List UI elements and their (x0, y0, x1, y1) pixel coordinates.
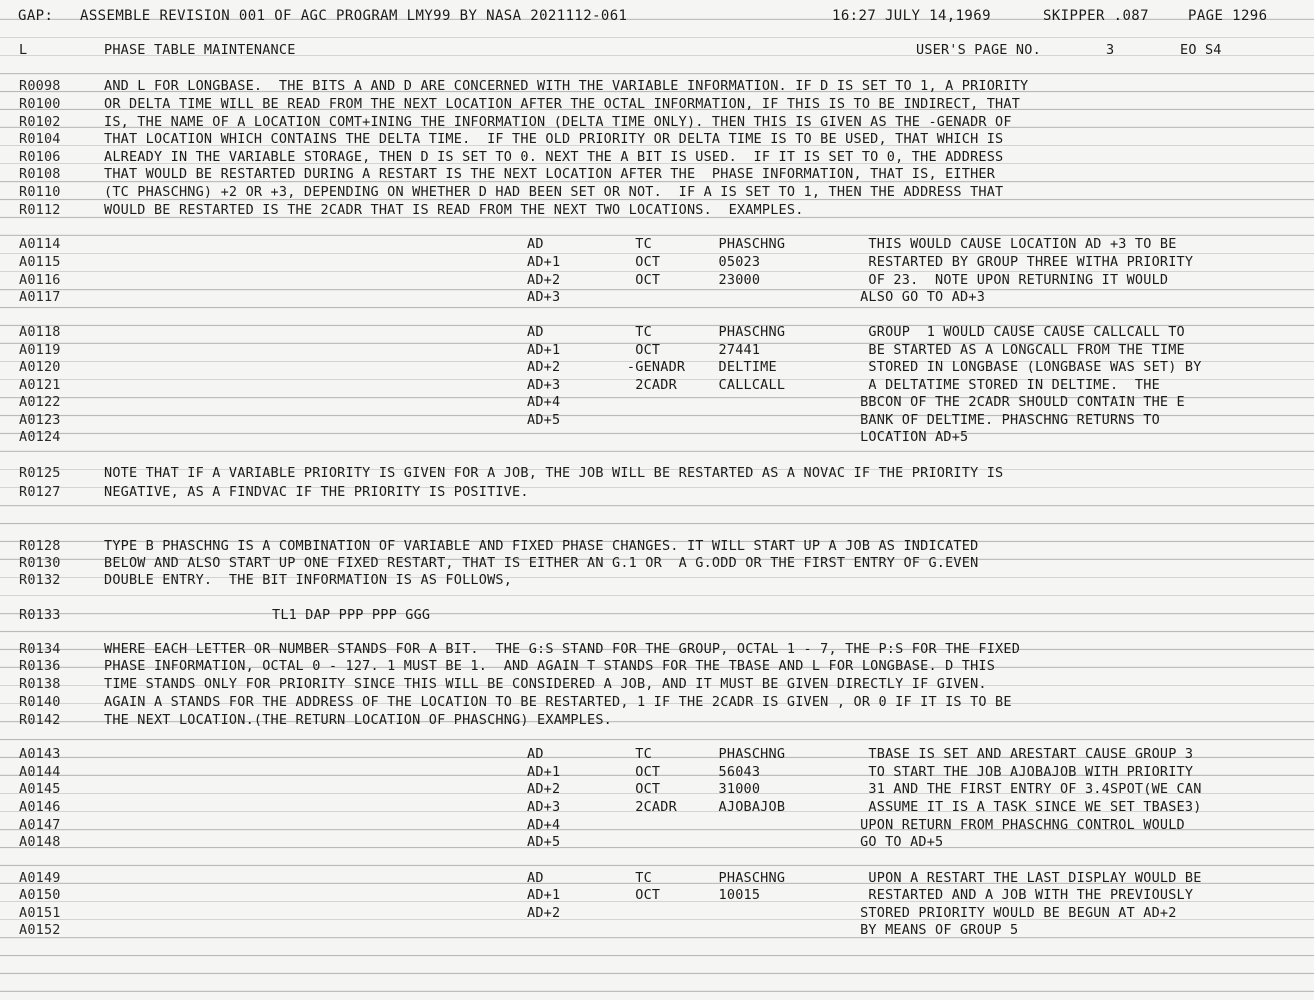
line-label: R0138 (19, 676, 61, 692)
line-label: R0106 (19, 149, 61, 165)
user-page-number: 3 (1106, 42, 1115, 58)
listing-line: THAT WOULD BE RESTARTED DURING A RESTART IS THE NEXT LOCATION AFTER THE PHASE INFORMATION, THAT IS, EITHER (104, 166, 996, 182)
line-label: A0124 (19, 429, 61, 445)
line-label: A0118 (19, 324, 61, 340)
listing-line: PHASE INFORMATION, OCTAL 0 - 127. 1 MUST BE 1. AND AGAIN T STANDS FOR THE TBASE AND L FOR LONGBASE. D THIS (104, 658, 996, 674)
line-label: R0132 (19, 572, 61, 588)
code-line: AD+1 OCT 05023 RESTARTED BY GROUP THREE WITHA PRIORITY (527, 254, 1194, 270)
listing-line: AGAIN A STANDS FOR THE ADDRESS OF THE LOCATION TO BE RESTARTED, 1 IF THE 2CADR IS GIVEN , OR 0 IF IT IS TO BE (104, 694, 1012, 710)
line-label: A0121 (19, 377, 61, 393)
line-label: R0133 (19, 607, 61, 623)
code-line: AD+2 STORED PRIORITY WOULD BE BEGUN AT AD+2 (527, 905, 1177, 921)
line-label: R0136 (19, 658, 61, 674)
listing-line: OR DELTA TIME WILL BE READ FROM THE NEXT LOCATION AFTER THE OCTAL INFORMATION, IF THIS IS TO BE INDIRECT, THAT (104, 96, 1021, 112)
listing-line: TIME STANDS ONLY FOR PRIORITY SINCE THIS WILL BE CONSIDERED A JOB, AND IT MUST BE GIVEN DIRECTLY IF GIVEN. (104, 676, 987, 692)
code-line: AD+4 UPON RETURN FROM PHASCHNG CONTROL WOULD (527, 817, 1185, 833)
listing-line: ALREADY IN THE VARIABLE STORAGE, THEN D IS SET TO 0. NEXT THE A BIT IS USED. IF IT IS SET TO 0, THE ADDRESS (104, 149, 1004, 165)
code-line: LOCATION AD+5 (527, 429, 969, 445)
code-line: AD TC PHASCHNG TBASE IS SET AND ARESTART CAUSE GROUP 3 (527, 746, 1194, 762)
code-line: AD+4 BBCON OF THE 2CADR SHOULD CONTAIN THE E (527, 394, 1185, 410)
code-line: AD TC PHASCHNG GROUP 1 WOULD CAUSE CAUSE CALLCALL TO (527, 324, 1185, 340)
line-label: A0148 (19, 834, 61, 850)
header-title: ASSEMBLE REVISION 001 OF AGC PROGRAM LMY99 BY NASA 2021112-061 (80, 8, 628, 24)
listing-line: (TC PHASCHNG) +2 OR +3, DEPENDING ON WHETHER D HAD BEEN SET OR NOT. IF A IS SET TO 1, THEN THE ADDRESS THAT (104, 184, 1004, 200)
listing-line: NOTE THAT IF A VARIABLE PRIORITY IS GIVEN FOR A JOB, THE JOB WILL BE RESTARTED AS A NOVAC IF THE PRIORITY IS (104, 465, 1004, 481)
line-label: A0152 (19, 922, 61, 938)
code-line: AD+5 GO TO AD+5 (527, 834, 944, 850)
line-label: A0147 (19, 817, 61, 833)
listing-line: WHERE EACH LETTER OR NUMBER STANDS FOR A BIT. THE G:S STAND FOR THE GROUP, OCTAL 1 - 7, THE P:S FOR THE FIXED (104, 641, 1021, 657)
line-label: A0143 (19, 746, 61, 762)
line-label: R0112 (19, 202, 61, 218)
section-title: PHASE TABLE MAINTENANCE (104, 42, 296, 58)
line-label: A0123 (19, 412, 61, 428)
line-label: R0127 (19, 484, 61, 500)
line-label: A0115 (19, 254, 61, 270)
log-marker: L (19, 42, 28, 58)
header-page: PAGE 1296 (1188, 8, 1268, 24)
code-line: AD+1 OCT 10015 RESTARTED AND A JOB WITH THE PREVIOUSLY (527, 887, 1194, 903)
code-line: AD+3 2CADR CALLCALL A DELTATIME STORED IN DELTIME. THE (527, 377, 1160, 393)
listing-line: THE NEXT LOCATION.(THE RETURN LOCATION OF PHASCHNG) EXAMPLES. (104, 712, 612, 728)
line-label: R0130 (19, 555, 61, 571)
line-label: R0125 (19, 465, 61, 481)
line-label: A0151 (19, 905, 61, 921)
code-line: AD TC PHASCHNG UPON A RESTART THE LAST DISPLAY WOULD BE (527, 870, 1202, 886)
code-line: AD+3 2CADR AJOBAJOB ASSUME IT IS A TASK SINCE WE SET TBASE3) (527, 799, 1202, 815)
code-line: AD+3 ALSO GO TO AD+3 (527, 289, 986, 305)
line-label: R0104 (19, 131, 61, 147)
code-line: AD+2 OCT 23000 OF 23. NOTE UPON RETURNING IT WOULD (527, 272, 1169, 288)
line-label: R0102 (19, 114, 61, 130)
line-label: R0128 (19, 538, 61, 554)
line-label: R0110 (19, 184, 61, 200)
line-label: A0144 (19, 764, 61, 780)
listing-line: TYPE B PHASCHNG IS A COMBINATION OF VARIABLE AND FIXED PHASE CHANGES. IT WILL START UP A JOB AS INDICATED (104, 538, 979, 554)
bit-format-line: TL1 DAP PPP PPP GGG (272, 607, 431, 623)
line-label: A0150 (19, 887, 61, 903)
listing-line: IS, THE NAME OF A LOCATION COMT+INING THE INFORMATION (DELTA TIME ONLY). THEN THIS IS GIVEN AS THE -GENADR OF (104, 114, 1012, 130)
code-line: AD+5 BANK OF DELTIME. PHASCHNG RETURNS TO (527, 412, 1160, 428)
code-line: AD+2 -GENADR DELTIME STORED IN LONGBASE (LONGBASE WAS SET) BY (527, 359, 1202, 375)
line-label: R0098 (19, 78, 61, 94)
header-gap: GAP: (18, 8, 54, 24)
line-label: A0122 (19, 394, 61, 410)
header-timestamp: 16:27 JULY 14,1969 (832, 8, 991, 24)
line-label: A0145 (19, 781, 61, 797)
line-label: A0114 (19, 236, 61, 252)
listing-line: NEGATIVE, AS A FINDVAC IF THE PRIORITY IS POSITIVE. (104, 484, 529, 500)
listing-line: DOUBLE ENTRY. THE BIT INFORMATION IS AS FOLLOWS, (104, 572, 513, 588)
line-label: R0134 (19, 641, 61, 657)
listing-line: THAT LOCATION WHICH CONTAINS THE DELTA TIME. IF THE OLD PRIORITY OR DELTA TIME IS TO BE USED, THAT WHICH IS (104, 131, 1004, 147)
listing-line: AND L FOR LONGBASE. THE BITS A AND D ARE CONCERNED WITH THE VARIABLE INFORMATION. IF D IS SET TO 1, A PRIORITY (104, 78, 1029, 94)
code-line: AD+1 OCT 27441 BE STARTED AS A LONGCALL FROM THE TIME (527, 342, 1185, 358)
line-label: A0149 (19, 870, 61, 886)
user-page-label: USER'S PAGE NO. (916, 42, 1041, 58)
line-label: A0116 (19, 272, 61, 288)
line-label: R0140 (19, 694, 61, 710)
line-label: A0120 (19, 359, 61, 375)
line-label: A0119 (19, 342, 61, 358)
listing-line: BELOW AND ALSO START UP ONE FIXED RESTART, THAT IS EITHER AN G.1 OR A G.ODD OR THE FIRST ENTRY OF G.EVEN (104, 555, 979, 571)
line-label: A0117 (19, 289, 61, 305)
eo-code: EO S4 (1180, 42, 1222, 58)
code-line: AD+2 OCT 31000 31 AND THE FIRST ENTRY OF 3.4SPOT(WE CAN (527, 781, 1202, 797)
line-label: R0142 (19, 712, 61, 728)
line-label: R0108 (19, 166, 61, 182)
code-line: BY MEANS OF GROUP 5 (527, 922, 1019, 938)
code-line: AD TC PHASCHNG THIS WOULD CAUSE LOCATION AD +3 TO BE (527, 236, 1177, 252)
line-label: R0100 (19, 96, 61, 112)
line-label: A0146 (19, 799, 61, 815)
header-user: SKIPPER .087 (1043, 8, 1149, 24)
code-line: AD+1 OCT 56043 TO START THE JOB AJOBAJOB WITH PRIORITY (527, 764, 1194, 780)
listing-line: WOULD BE RESTARTED IS THE 2CADR THAT IS READ FROM THE NEXT TWO LOCATIONS. EXAMPLES. (104, 202, 804, 218)
